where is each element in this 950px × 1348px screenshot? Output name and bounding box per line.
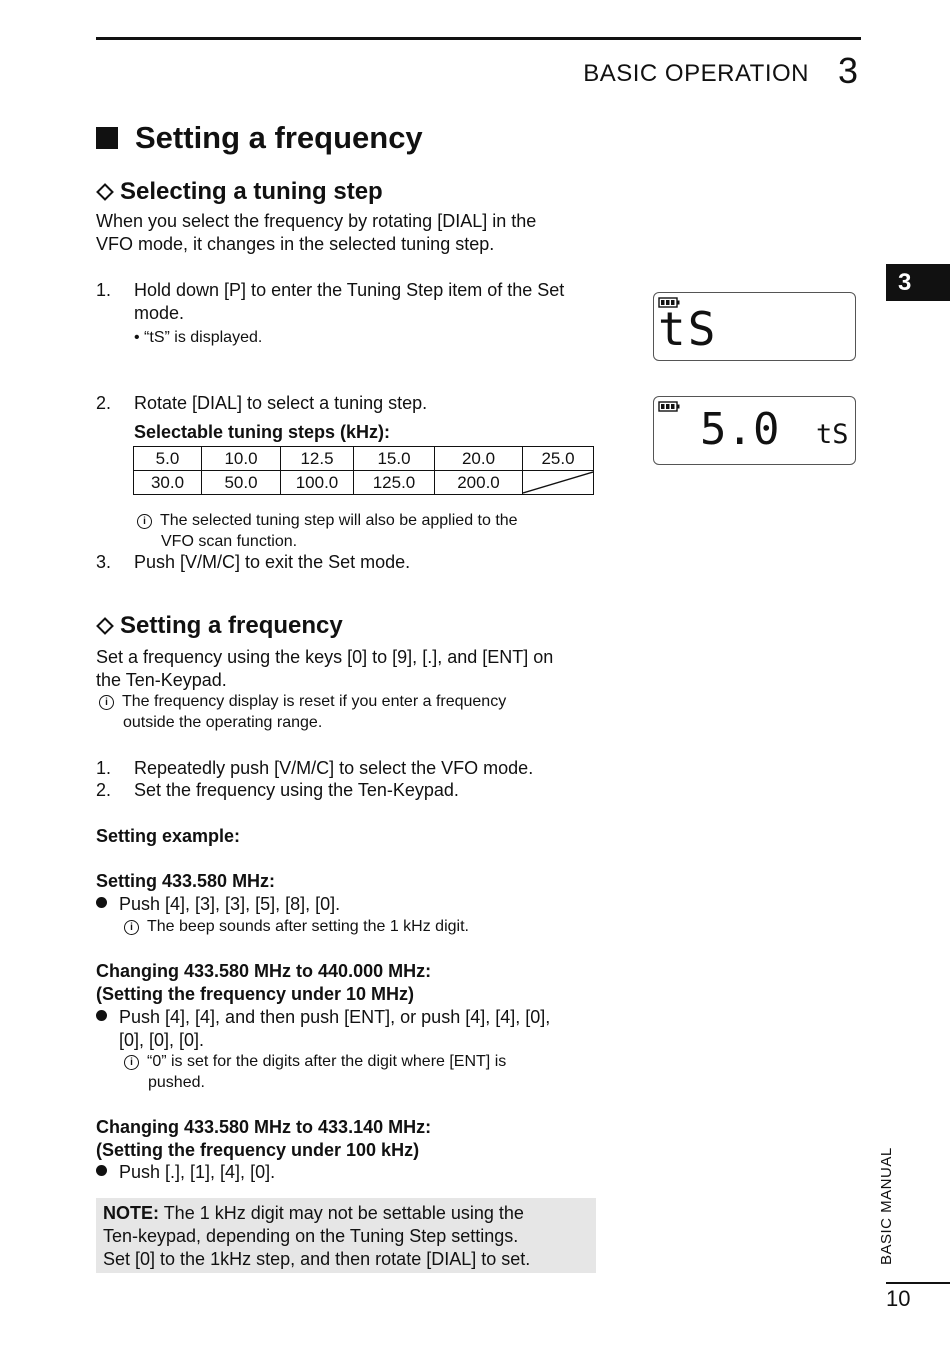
section1-heading	[96, 178, 383, 206]
step-text: Rotate [DIAL] to select a tuning step.	[134, 393, 428, 413]
table-row	[134, 447, 594, 471]
note-text: outside the operating range.	[123, 714, 323, 731]
info-circle-icon: i	[124, 920, 139, 935]
example-title-line: (Setting the frequency under 10 MHz)	[96, 984, 415, 1004]
step-text: Push [V/M/C] to exit the Set mode.	[134, 552, 411, 572]
example-heading: Setting example:	[96, 826, 241, 846]
intro-line: When you select the frequency by rotating [DIAL] in the	[96, 211, 537, 231]
step-number: 3.	[96, 552, 112, 572]
note-text: pushed.	[148, 1074, 205, 1091]
step-item	[96, 551, 606, 574]
bullet-dot-icon	[96, 1165, 107, 1176]
chapter-number: 3	[838, 50, 859, 91]
bullet-text: [0], [0], [0].	[119, 1030, 205, 1050]
note-box	[96, 1198, 596, 1273]
example-title-line: Changing 433.580 MHz to 440.000 MHz:	[96, 961, 432, 981]
table-cell: 10.0	[202, 447, 281, 471]
table-cell: 30.0	[134, 471, 202, 495]
step-subnote: • “tS” is displayed.	[134, 329, 263, 346]
step-item	[96, 279, 606, 348]
table-cell: 200.0	[435, 471, 523, 495]
main-heading-text: Setting a frequency	[135, 120, 423, 155]
table-cell: 50.0	[202, 471, 281, 495]
note-text: The beep sounds after setting the 1 kHz digit.	[147, 918, 469, 935]
section1-intro	[96, 210, 536, 256]
note-text: The frequency display is reset if you enter a frequency	[122, 693, 507, 710]
table-cell: 5.0	[134, 447, 202, 471]
main-heading	[96, 120, 423, 156]
step-item	[96, 392, 606, 444]
section-title: BASIC OPERATION	[583, 60, 809, 87]
info-circle-icon: i	[99, 695, 114, 710]
diagonal-strike	[523, 471, 593, 494]
step-number: 1.	[96, 758, 112, 778]
note-text: The 1 kHz digit may not be settable using the	[163, 1203, 524, 1223]
tuning-steps-table	[133, 446, 594, 495]
step-text: Repeatedly push [V/M/C] to select the VFO mode.	[134, 758, 534, 778]
intro-line: Set a frequency using the keys [0] to [9], [.], and [ENT] on	[96, 647, 554, 667]
table-cell: 25.0	[523, 447, 594, 471]
step-number: 2.	[96, 780, 112, 800]
step-item	[96, 779, 606, 802]
table-caption: Selectable tuning steps (kHz):	[134, 422, 391, 442]
diamond-outline-icon	[96, 183, 114, 201]
section2-intro	[96, 646, 553, 692]
bullet-text: Push [4], [3], [3], [5], [8], [0].	[119, 894, 341, 914]
step-number: 1.	[96, 280, 112, 300]
example-title: Setting 433.580 MHz:	[96, 871, 276, 891]
intro-line: VFO mode, it changes in the selected tuning step.	[96, 234, 495, 254]
note-text: “0” is set for the digits after the digit where [ENT] is	[147, 1053, 507, 1070]
empty-cell	[523, 471, 594, 495]
section2-heading-text: Setting a frequency	[120, 612, 343, 639]
example-bullet	[96, 893, 340, 916]
example-title	[96, 960, 431, 1006]
diamond-outline-icon	[96, 617, 114, 635]
top-rule	[96, 37, 861, 40]
lcd-main-text: tS	[658, 302, 718, 356]
note-text: Ten-keypad, depending on the Tuning Step settings.	[103, 1226, 519, 1246]
table-cell: 15.0	[354, 447, 435, 471]
manual-label: BASIC MANUAL	[878, 1147, 895, 1265]
table-cell: 20.0	[435, 447, 523, 471]
table-cell: 100.0	[281, 471, 354, 495]
filled-square-icon	[96, 127, 118, 149]
side-rule	[886, 1282, 950, 1284]
note-text: VFO scan function.	[161, 533, 298, 550]
example-title	[96, 1116, 431, 1162]
step-text: Hold down [P] to enter the Tuning Step item of the Set	[134, 280, 565, 300]
lcd-display-step	[653, 396, 856, 465]
bullet-text: Push [4], [4], and then push [ENT], or push [4], [4], [0],	[119, 1007, 551, 1027]
intro-line: the Ten-Keypad.	[96, 670, 227, 690]
info-note	[99, 691, 599, 733]
table-row	[134, 471, 594, 495]
info-note	[124, 916, 469, 937]
lcd-value-text: 5.0	[700, 404, 780, 455]
step-text: mode.	[134, 303, 185, 323]
info-circle-icon: i	[124, 1055, 139, 1070]
section1-heading-text: Selecting a tuning step	[120, 178, 383, 205]
chapter-tab: 3	[886, 264, 950, 301]
bullet-text: Push [.], [1], [4], [0].	[119, 1162, 276, 1182]
table-cell: 12.5	[281, 447, 354, 471]
example-bullet	[96, 1161, 275, 1184]
section2-heading	[96, 612, 343, 640]
info-note	[124, 1051, 594, 1093]
bullet-dot-icon	[96, 897, 107, 908]
step-text: Set the frequency using the Ten-Keypad.	[134, 780, 459, 800]
page-number: 10	[886, 1286, 911, 1311]
bullet-dot-icon	[96, 1010, 107, 1021]
example-title-line: Changing 433.580 MHz to 433.140 MHz:	[96, 1117, 432, 1137]
example-title-line: (Setting the frequency under 100 kHz)	[96, 1140, 420, 1160]
note-text: The selected tuning step will also be applied to the	[160, 512, 518, 529]
step-item	[96, 757, 606, 780]
lcd-label-text: tS	[816, 419, 849, 450]
info-note	[137, 510, 597, 552]
step-number: 2.	[96, 393, 112, 413]
battery-icon	[658, 401, 680, 413]
info-circle-icon: i	[137, 514, 152, 529]
example-bullet	[96, 1006, 596, 1052]
table-cell: 125.0	[354, 471, 435, 495]
lcd-display-ts	[653, 292, 856, 361]
note-text: Set [0] to the 1kHz step, and then rotate [DIAL] to set.	[103, 1249, 531, 1269]
note-label: NOTE:	[103, 1203, 159, 1223]
